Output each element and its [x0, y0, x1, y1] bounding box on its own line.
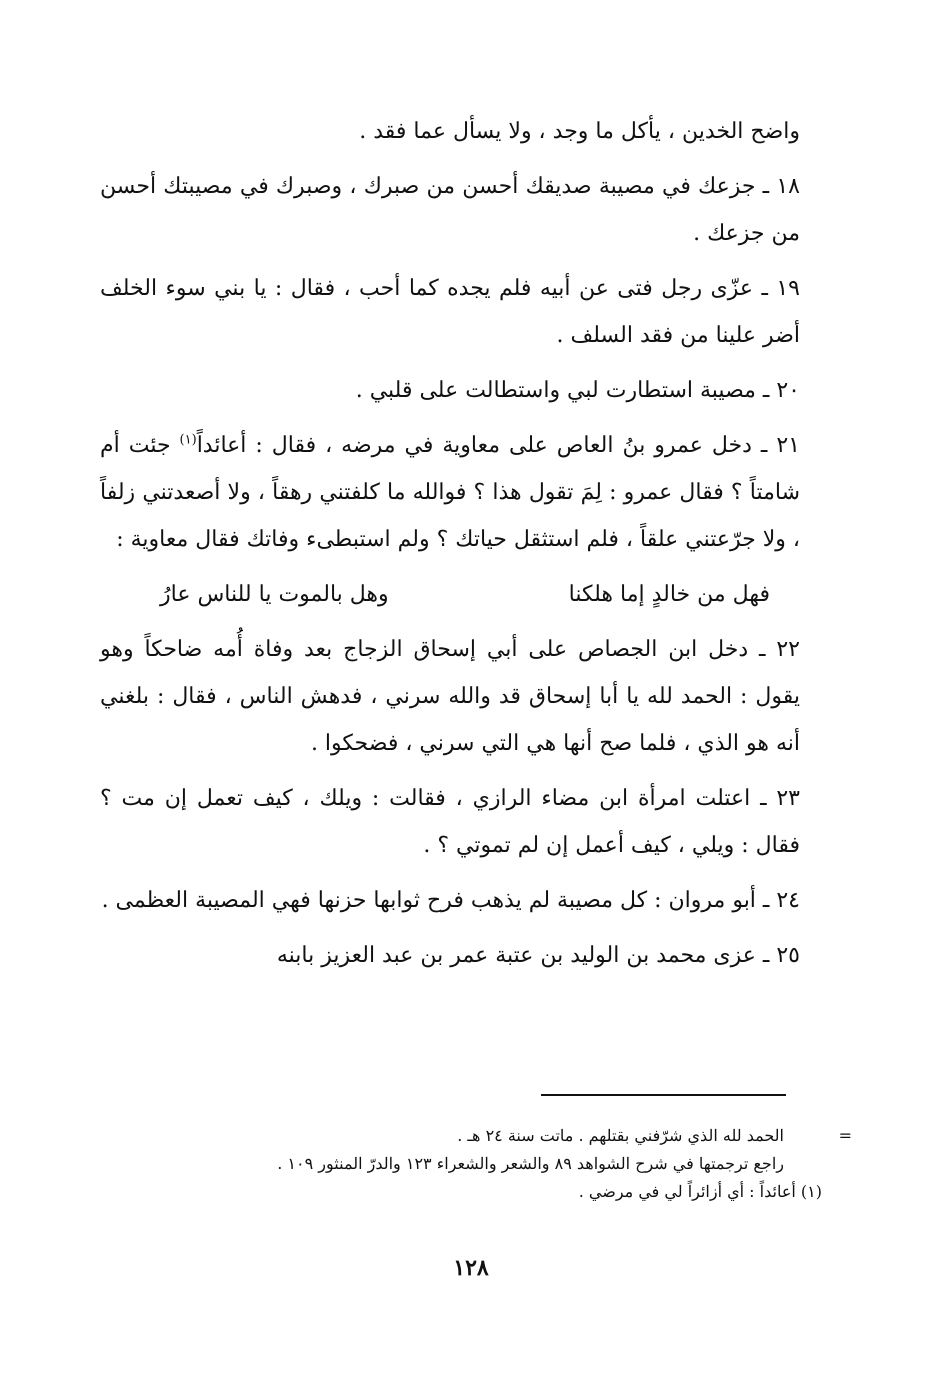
paragraph-19: ١٩ ـ عزّى رجل فتى عن أبيه فلم يجده كما أحب ، فقال : يا بني سوء الخلف أضر علينا من فقد السلف .: [100, 276, 800, 348]
paragraph-21: [100, 422, 800, 563]
footnote-continuation-line-2: راجع ترجمتها في شرح الشواهد ٨٩ والشعر والشعراء ١٢٣ والدرّ المنثور ١٠٩ .: [277, 1154, 784, 1173]
verse-hemistich-right: فهل من خالدٍ إما هلكنا: [568, 582, 770, 607]
page-number: ١٢٨: [453, 1255, 489, 1281]
paragraph-22: ٢٢ ـ دخل ابن الجصاص على أبي إسحاق الزجاج بعد وفاة أُمه ضاحكاً وهو يقول : الحمد لله يا أبا إسحاق قد والله سرني ، فدهش الناس ، فقال : بلغني أنه هو الذي ، فلما صح أنها هي التي سرني ، فضحكوا .: [100, 637, 800, 756]
paragraph-23: ٢٣ ـ اعتلت امرأة ابن مضاء الرازي ، فقالت : ويلك ، كيف تعمل إن مت ؟ فقال : ويلي ، كيف أعمل إن لم تموتي ؟ .: [100, 786, 800, 858]
footnote-continuation-text: الحمد لله الذي شرّفني بقتلهم . ماتت سنة ٢٤ هـ .: [457, 1126, 784, 1145]
footnotes: [122, 1122, 852, 1206]
paragraph-21-opening: ٢١ ـ دخل عمرو بنُ العاص على معاوية في مرضه ، فقال : أعائداً: [196, 433, 800, 458]
paragraph-20: ٢٠ ـ مصيبة استطارت لبي واستطالت على قلبي .: [355, 378, 800, 403]
paragraph-continuation: واضح الخدين ، يأكل ما وجد ، ولا يسأل عما فقد .: [359, 119, 800, 144]
main-text: [100, 108, 800, 987]
paragraph-18: ١٨ ـ جزعك في مصيبة صديقك أحسن من صبرك ، وصبرك في مصيبتك أحسن من جزعك .: [100, 174, 800, 246]
continuation-mark: =: [838, 1126, 852, 1145]
paragraph-21-rest: جئت أم شامتاً ؟ فقال عمرو : لِمَ تقول هذا ؟ فوالله ما كلفتني رهقاً ، ولا أصعدتني زلفاً ، ولا جرّعتني علقاً ، فلم استثقل حياتك ؟ ولم استبطىء وفاتك فقال معاوية :: [100, 433, 800, 552]
footnote-continuation-line: [122, 1122, 852, 1150]
paragraph-25: ٢٥ ـ عزى محمد بن الوليد بن عتبة عمر بن عبد العزيز بابنه: [276, 943, 800, 968]
footnote-divider: [541, 1094, 786, 1096]
paragraph-24: ٢٤ ـ أبو مروان : كل مصيبة لم يذهب فرح ثوابها حزنها فهي المصيبة العظمى .: [101, 888, 800, 913]
footnote-1: (١) أعائداً : أي أزائراً لي في مرضي .: [578, 1182, 822, 1201]
footnote-reference-1: (١): [179, 432, 197, 448]
poetry-verse: [100, 571, 800, 618]
verse-hemistich-left: وهل بالموت يا للناس عارُ: [160, 582, 389, 607]
